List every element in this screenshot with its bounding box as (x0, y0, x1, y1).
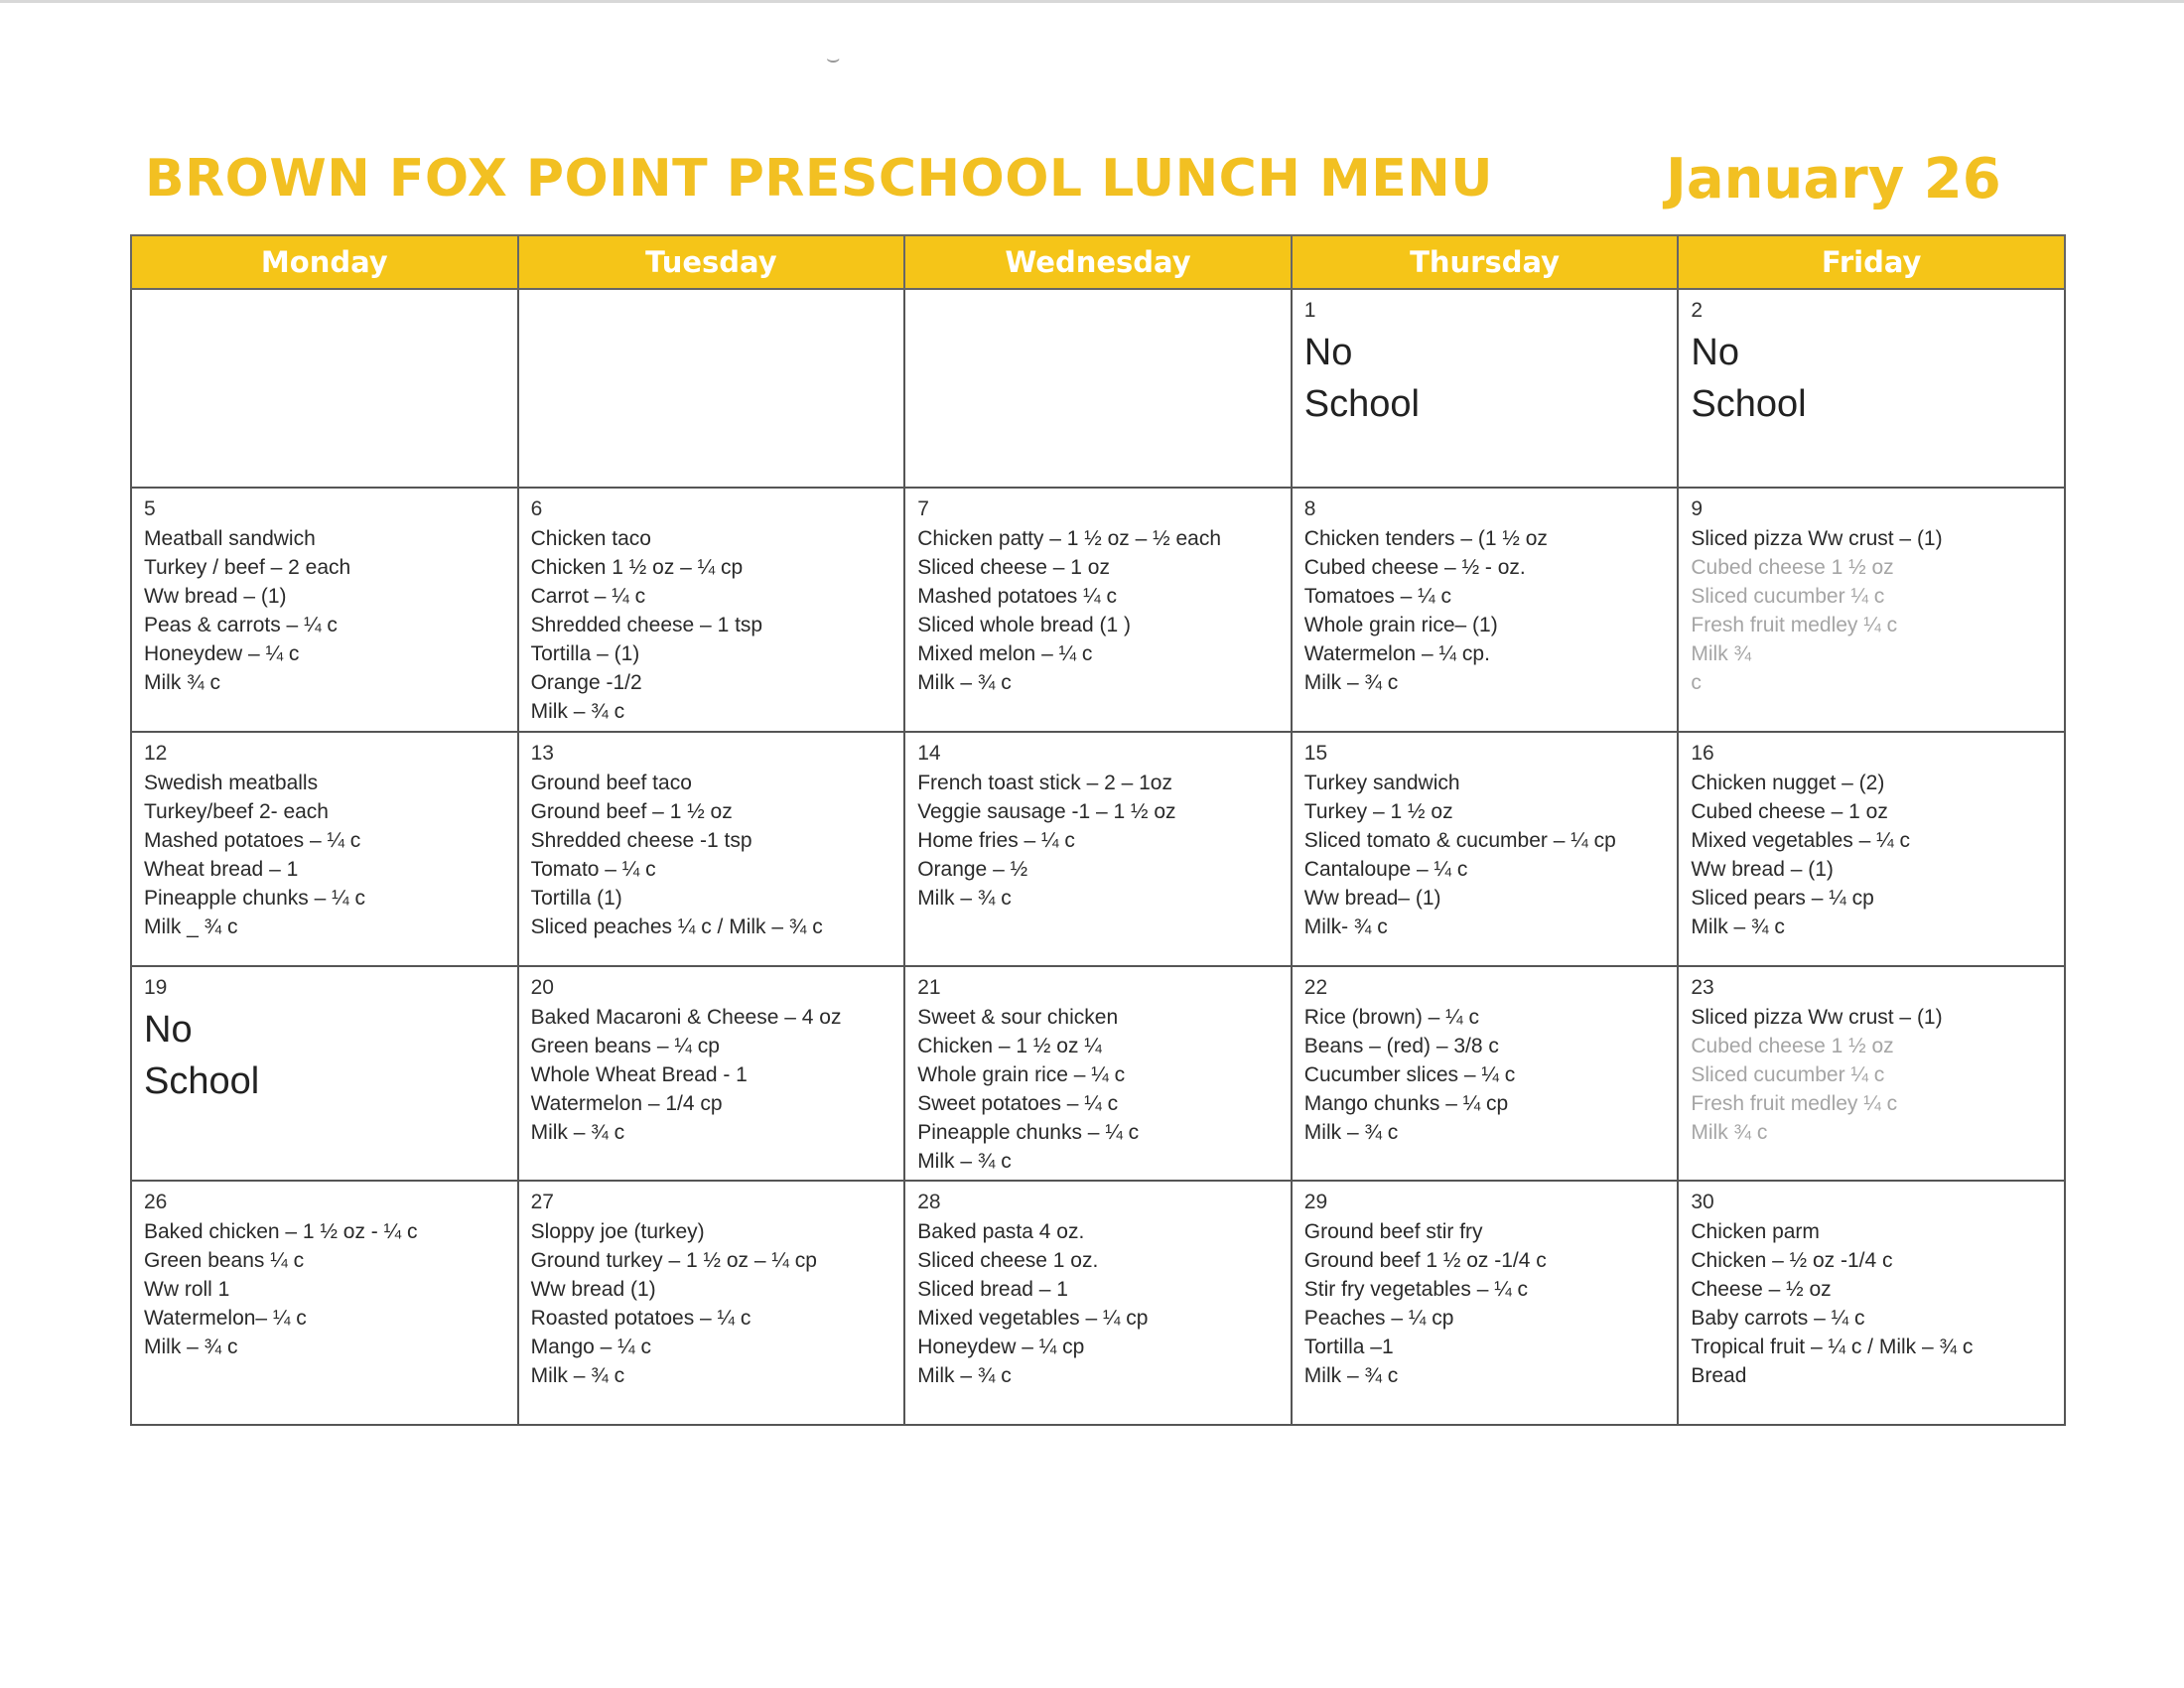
menu-item: Chicken patty – 1 ½ oz – ½ each (917, 527, 1222, 550)
menu-item: Sweet & sour chicken (917, 1006, 1119, 1029)
menu-item: Sliced whole bread (1 ) (917, 614, 1131, 636)
menu-item: Chicken taco (530, 527, 651, 550)
day-cell (131, 289, 518, 488)
day-cell (518, 966, 905, 1181)
menu-item: Sliced pears – ¼ cp (1691, 887, 1874, 910)
menu-item: Mashed potatoes – ¼ c (144, 829, 361, 852)
menu-item: Mixed vegetables – ¼ cp (917, 1307, 1149, 1330)
menu-item: Chicken 1 ½ oz – ¼ cp (530, 556, 744, 579)
week-row (131, 1181, 2065, 1425)
menu-item: Tomato – ¼ c (530, 858, 656, 881)
menu-item: Cucumber slices – ¼ c (1303, 1063, 1516, 1086)
day-number: 21 (917, 976, 941, 999)
menu-item: Cubed cheese – 1 oz (1691, 800, 1888, 823)
menu-item: Sweet potatoes – ¼ c (917, 1092, 1119, 1115)
day-number: 8 (1303, 497, 1316, 520)
menu-item: Peas & carrots – ¼ c (144, 614, 338, 636)
menu-item: Watermelon – ¼ cp. (1303, 642, 1490, 665)
weekday-header: Friday (1678, 235, 2065, 289)
menu-item: Shredded cheese -1 tsp (530, 829, 752, 852)
menu-item: Turkey – 1 ½ oz (1303, 800, 1453, 823)
menu-item: Mixed melon – ¼ c (917, 642, 1093, 665)
menu-item: Milk – ¾ c (530, 1121, 625, 1144)
menu-item: Sliced peaches ¼ c / Milk – ¾ c (530, 915, 823, 938)
day-number: 27 (530, 1191, 554, 1213)
menu-item-faded: Fresh fruit medley ¼ c (1691, 1092, 1898, 1115)
no-school-label: No (1303, 332, 1353, 373)
menu-item: Pineapple chunks – ¼ c (917, 1121, 1140, 1144)
menu-item: Cubed cheese – ½ - oz. (1303, 556, 1526, 579)
menu-item: Stir fry vegetables – ¼ c (1303, 1278, 1529, 1301)
day-cell (1292, 488, 1679, 732)
menu-item: Milk – ¾ c (1691, 915, 1785, 938)
day-cell (904, 289, 1292, 488)
weekday-header-row (131, 235, 2065, 289)
scan-mark-icon: ⌣ (826, 46, 841, 70)
day-cell (1292, 966, 1679, 1181)
day-number: 20 (530, 976, 554, 999)
day-cell (131, 966, 518, 1181)
menu-item-faded: Milk ¾ (1691, 642, 1752, 665)
day-number: 13 (530, 742, 554, 765)
menu-item: Milk – ¾ c (917, 1364, 1012, 1387)
weekday-header: Monday (131, 235, 518, 289)
day-cell (131, 1181, 518, 1425)
day-cell (131, 488, 518, 732)
no-school-label: School (1691, 383, 1807, 425)
day-number: 6 (530, 497, 543, 520)
no-school-label: No (1691, 332, 1739, 373)
day-number: 23 (1691, 976, 1714, 999)
menu-item: Orange – ½ (917, 858, 1028, 881)
week-row (131, 289, 2065, 488)
day-cell (1292, 1181, 1679, 1425)
day-cell (518, 289, 905, 488)
menu-item: Orange -1/2 (530, 671, 642, 694)
menu-item: Baby carrots – ¼ c (1691, 1307, 1865, 1330)
day-number: 12 (144, 742, 168, 765)
menu-item: Sliced tomato & cucumber – ¼ cp (1303, 829, 1616, 852)
day-number: 5 (144, 497, 156, 520)
day-cell (904, 732, 1292, 966)
no-school-label: School (1303, 383, 1420, 425)
menu-item: Turkey / beef – 2 each (144, 556, 351, 579)
menu-item: Watermelon– ¼ c (144, 1307, 307, 1330)
menu-item: Milk _ ¾ c (144, 915, 238, 938)
day-cell (1292, 289, 1679, 488)
menu-item: Sloppy joe (turkey) (530, 1220, 705, 1243)
day-number: 26 (144, 1191, 168, 1213)
day-number: 29 (1303, 1191, 1328, 1213)
menu-item: Sliced pizza Ww crust – (1) (1691, 527, 1943, 550)
menu-item: Whole Wheat Bread - 1 (530, 1063, 748, 1086)
day-number: 15 (1303, 742, 1328, 765)
day-cell (904, 1181, 1292, 1425)
menu-item: Milk – ¾ c (1303, 671, 1399, 694)
menu-item: Honeydew – ¼ c (144, 642, 300, 665)
menu-item: Milk – ¾ c (917, 1150, 1012, 1173)
menu-item: Roasted potatoes – ¼ c (530, 1307, 751, 1330)
day-cell (1678, 732, 2065, 966)
menu-item: Honeydew – ¼ cp (917, 1336, 1085, 1358)
menu-item: Cheese – ½ oz (1691, 1278, 1832, 1301)
menu-item: Meatball sandwich (144, 527, 316, 550)
menu-item-faded: Cubed cheese 1 ½ oz (1691, 1035, 1894, 1057)
menu-item: Baked Macaroni & Cheese – 4 oz (530, 1006, 842, 1029)
menu-item: Baked pasta 4 oz. (917, 1220, 1085, 1243)
day-number: 22 (1303, 976, 1328, 999)
day-number: 1 (1303, 299, 1316, 322)
menu-item: Veggie sausage -1 – 1 ½ oz (917, 800, 1176, 823)
menu-item: Milk – ¾ c (144, 1336, 238, 1358)
day-cell (518, 1181, 905, 1425)
menu-item: Milk – ¾ c (530, 700, 625, 723)
week-row (131, 732, 2065, 966)
menu-item: Turkey sandwich (1303, 772, 1460, 794)
day-cell (518, 732, 905, 966)
week-row (131, 488, 2065, 732)
day-number: 14 (917, 742, 941, 765)
menu-item: Cantaloupe – ¼ c (1303, 858, 1468, 881)
no-school-label: School (144, 1060, 260, 1102)
menu-item: Sliced bread – 1 (917, 1278, 1068, 1301)
menu-item: Ground turkey – 1 ½ oz – ¼ cp (530, 1249, 817, 1272)
menu-item: Tortilla – (1) (530, 642, 640, 665)
menu-item: Tomatoes – ¼ c (1303, 585, 1452, 608)
menu-item: Swedish meatballs (144, 772, 319, 794)
menu-item: Shredded cheese – 1 tsp (530, 614, 763, 636)
day-number: 30 (1691, 1191, 1714, 1213)
day-cell (1678, 1181, 2065, 1425)
menu-item: Ground beef – 1 ½ oz (530, 800, 733, 823)
menu-item: Chicken – 1 ½ oz ¼ (917, 1035, 1102, 1057)
menu-item-faded: Fresh fruit medley ¼ c (1691, 614, 1898, 636)
menu-item: Milk – ¾ c (530, 1364, 625, 1387)
menu-title: BROWN FOX POINT PRESCHOOL LUNCH MENU (145, 149, 1493, 209)
menu-item-faded: Milk ¾ c (1691, 1121, 1768, 1144)
day-cell (1678, 488, 2065, 732)
menu-month: January 26 (1666, 147, 2001, 211)
menu-item: Ground beef stir fry (1303, 1220, 1483, 1243)
menu-item: Green beans ¼ c (144, 1249, 305, 1272)
lunch-calendar (130, 234, 2066, 1426)
day-cell (1292, 732, 1679, 966)
menu-item: Tortilla (1) (530, 887, 622, 910)
menu-item-faded: Cubed cheese 1 ½ oz (1691, 556, 1894, 579)
day-cell (131, 732, 518, 966)
day-number: 28 (917, 1191, 941, 1213)
weekday-header: Tuesday (518, 235, 905, 289)
menu-item: Beans – (red) – 3/8 c (1303, 1035, 1499, 1057)
menu-item: Watermelon – 1/4 cp (530, 1092, 723, 1115)
menu-item: Milk – ¾ c (917, 887, 1012, 910)
menu-item: Ww bread– (1) (1303, 887, 1441, 910)
menu-item: Sliced cheese 1 oz. (917, 1249, 1099, 1272)
menu-item-faded: c (1691, 671, 1702, 694)
menu-item: Mango chunks – ¼ cp (1303, 1092, 1509, 1115)
faded-menu-items (1691, 1032, 2052, 1147)
day-number: 2 (1691, 299, 1704, 322)
menu-item: Chicken tenders – (1 ½ oz (1303, 527, 1548, 550)
menu-item: Sliced cheese – 1 oz (917, 556, 1110, 579)
menu-item: Ww roll 1 (144, 1278, 230, 1301)
scan-top-edge (0, 0, 2184, 3)
menu-item: Pineapple chunks – ¼ c (144, 887, 365, 910)
menu-item: Turkey/beef 2- each (144, 800, 329, 823)
day-cell (904, 966, 1292, 1181)
menu-item: Ww bread (1) (530, 1278, 656, 1301)
menu-item: Sliced pizza Ww crust – (1) (1691, 1006, 1943, 1029)
day-number: 16 (1691, 742, 1714, 765)
day-cell (1678, 289, 2065, 488)
menu-item: Mixed vegetables – ¼ c (1691, 829, 1910, 852)
menu-item: Chicken parm (1691, 1220, 1820, 1243)
menu-item: French toast stick – 2 – 1oz (917, 772, 1172, 794)
weekday-header: Thursday (1292, 235, 1679, 289)
day-number: 19 (144, 976, 168, 999)
menu-item: Green beans – ¼ cp (530, 1035, 720, 1057)
day-cell (904, 488, 1292, 732)
menu-item: Milk- ¾ c (1303, 915, 1388, 938)
menu-item: Bread (1691, 1364, 1747, 1387)
menu-item: Milk ¾ c (144, 671, 221, 694)
menu-item: Ww bread – (1) (144, 585, 287, 608)
menu-item: Home fries – ¼ c (917, 829, 1075, 852)
menu-item: Chicken – ½ oz -1/4 c (1691, 1249, 1893, 1272)
day-number: 7 (917, 497, 929, 520)
menu-item: Milk – ¾ c (1303, 1364, 1399, 1387)
menu-item: Wheat bread – 1 (144, 858, 299, 881)
menu-item: Ground beef taco (530, 772, 692, 794)
faded-menu-items (1691, 553, 2052, 697)
menu-item: Tropical fruit – ¼ c / Milk – ¾ c (1691, 1336, 1974, 1358)
menu-item: Mashed potatoes ¼ c (917, 585, 1117, 608)
menu-item-faded: Sliced cucumber ¼ c (1691, 585, 1885, 608)
day-number: 9 (1691, 497, 1704, 520)
menu-item: Peaches – ¼ cp (1303, 1307, 1454, 1330)
menu-item: Rice (brown) – ¼ c (1303, 1006, 1480, 1029)
menu-item: Carrot – ¼ c (530, 585, 646, 608)
menu-item: Mango – ¼ c (530, 1336, 651, 1358)
menu-item: Ww bread – (1) (1691, 858, 1834, 881)
menu-item: Whole grain rice– (1) (1303, 614, 1498, 636)
menu-item: Milk – ¾ c (917, 671, 1012, 694)
menu-item-faded: Sliced cucumber ¼ c (1691, 1063, 1885, 1086)
weekday-header: Wednesday (904, 235, 1292, 289)
week-row (131, 966, 2065, 1181)
menu-item: Tortilla –1 (1303, 1336, 1394, 1358)
day-cell (518, 488, 905, 732)
no-school-label: No (144, 1009, 193, 1051)
menu-item: Baked chicken – 1 ½ oz - ¼ c (144, 1220, 418, 1243)
menu-item: Ground beef 1 ½ oz -1/4 c (1303, 1249, 1547, 1272)
menu-item: Chicken nugget – (2) (1691, 772, 1885, 794)
menu-item: Whole grain rice – ¼ c (917, 1063, 1126, 1086)
day-cell (1678, 966, 2065, 1181)
menu-item: Milk – ¾ c (1303, 1121, 1399, 1144)
